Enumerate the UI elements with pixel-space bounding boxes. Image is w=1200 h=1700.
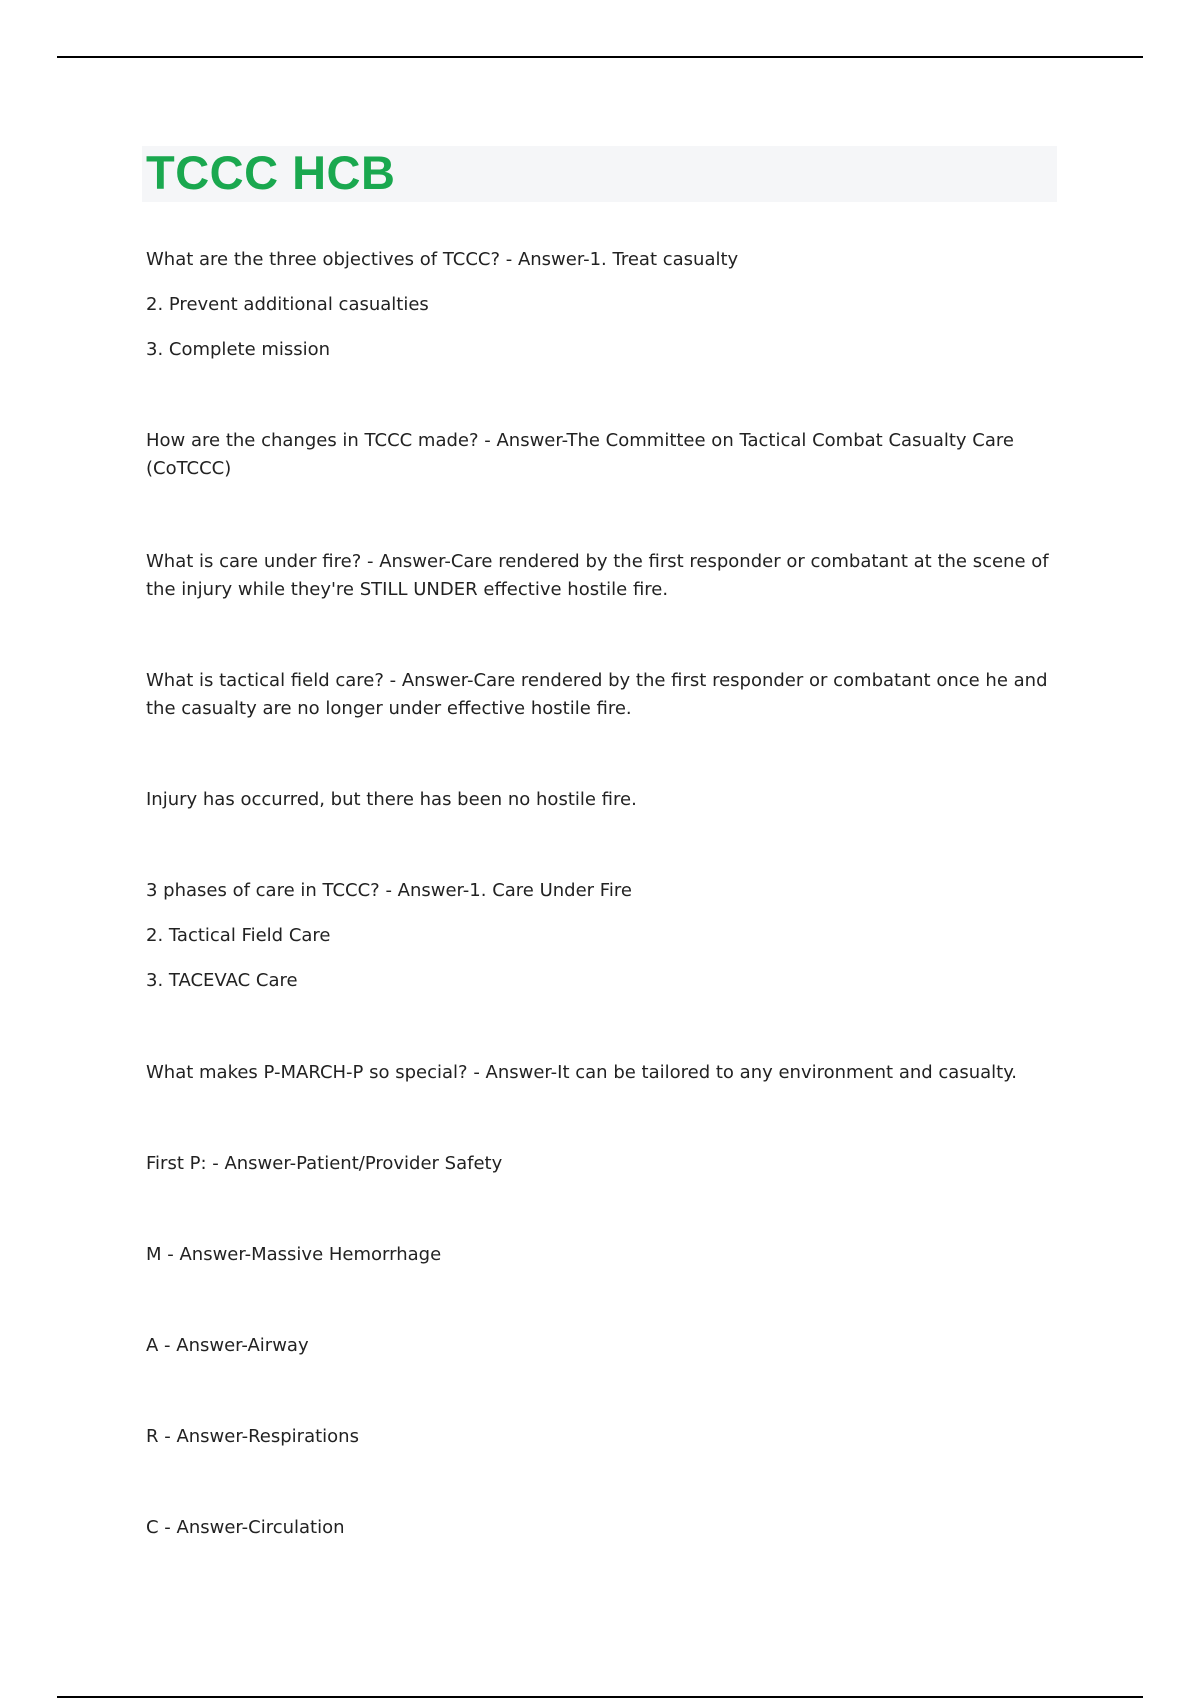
qa-entry-changes	[146, 427, 1056, 483]
qa-list-item: 3. Complete mission	[146, 339, 331, 360]
qa-question-line: How are the changes in TCCC made? - Answer-The Committee on Tactical Combat Casualty Care	[146, 430, 1014, 451]
qa-text-line: Injury has occurred, but there has been no hostile fire.	[146, 789, 637, 810]
qa-answer-continuation: (CoTCCC)	[146, 458, 232, 479]
qa-entry-care-under-fire	[146, 548, 1056, 604]
qa-question-line: What are the three objectives of TCCC? - Answer-1. Treat casualty	[146, 249, 739, 270]
qa-entry-phases	[146, 877, 1056, 995]
qa-question-line: What is tactical field care? - Answer-Care rendered by the first responder or combatant once he and	[146, 670, 1048, 691]
qa-question-line: What is care under fire? - Answer-Care rendered by the first responder or combatant at the scene of	[146, 551, 1049, 572]
qa-question-line: What makes P-MARCH-P so special? - Answer-It can be tailored to any environment and casualty.	[146, 1062, 1018, 1083]
qa-entry-p-march-p	[146, 1059, 1056, 1087]
page-bottom-rule	[57, 1696, 1143, 1698]
qa-entry-m	[146, 1241, 1056, 1269]
qa-question-line: 3 phases of care in TCCC? - Answer-1. Care Under Fire	[146, 880, 632, 901]
qa-question-line: C - Answer-Circulation	[146, 1517, 345, 1538]
qa-entry-injury-no-fire	[146, 786, 1056, 814]
page-top-rule	[57, 56, 1143, 58]
qa-question-line: M - Answer-Massive Hemorrhage	[146, 1244, 442, 1265]
qa-entry-r	[146, 1423, 1056, 1451]
qa-question-line: A - Answer-Airway	[146, 1335, 309, 1356]
qa-entry-c	[146, 1514, 1056, 1542]
qa-entry-objectives	[146, 246, 1056, 364]
qa-entry-a	[146, 1332, 1056, 1360]
qa-answer-continuation: the injury while they're STILL UNDER effective hostile fire.	[146, 579, 669, 600]
qa-entry-first-p	[146, 1150, 1056, 1178]
qa-list-item: 2. Tactical Field Care	[146, 925, 331, 946]
qa-question-line: First P: - Answer-Patient/Provider Safety	[146, 1153, 503, 1174]
qa-question-line: R - Answer-Respirations	[146, 1426, 359, 1447]
document-title: TCCC HCB	[146, 146, 396, 199]
qa-answer-continuation: the casualty are no longer under effective hostile fire.	[146, 698, 632, 719]
qa-list-item: 2. Prevent additional casualties	[146, 294, 429, 315]
qa-entry-tactical-field-care	[146, 667, 1056, 723]
qa-list-item: 3. TACEVAC Care	[146, 970, 298, 991]
